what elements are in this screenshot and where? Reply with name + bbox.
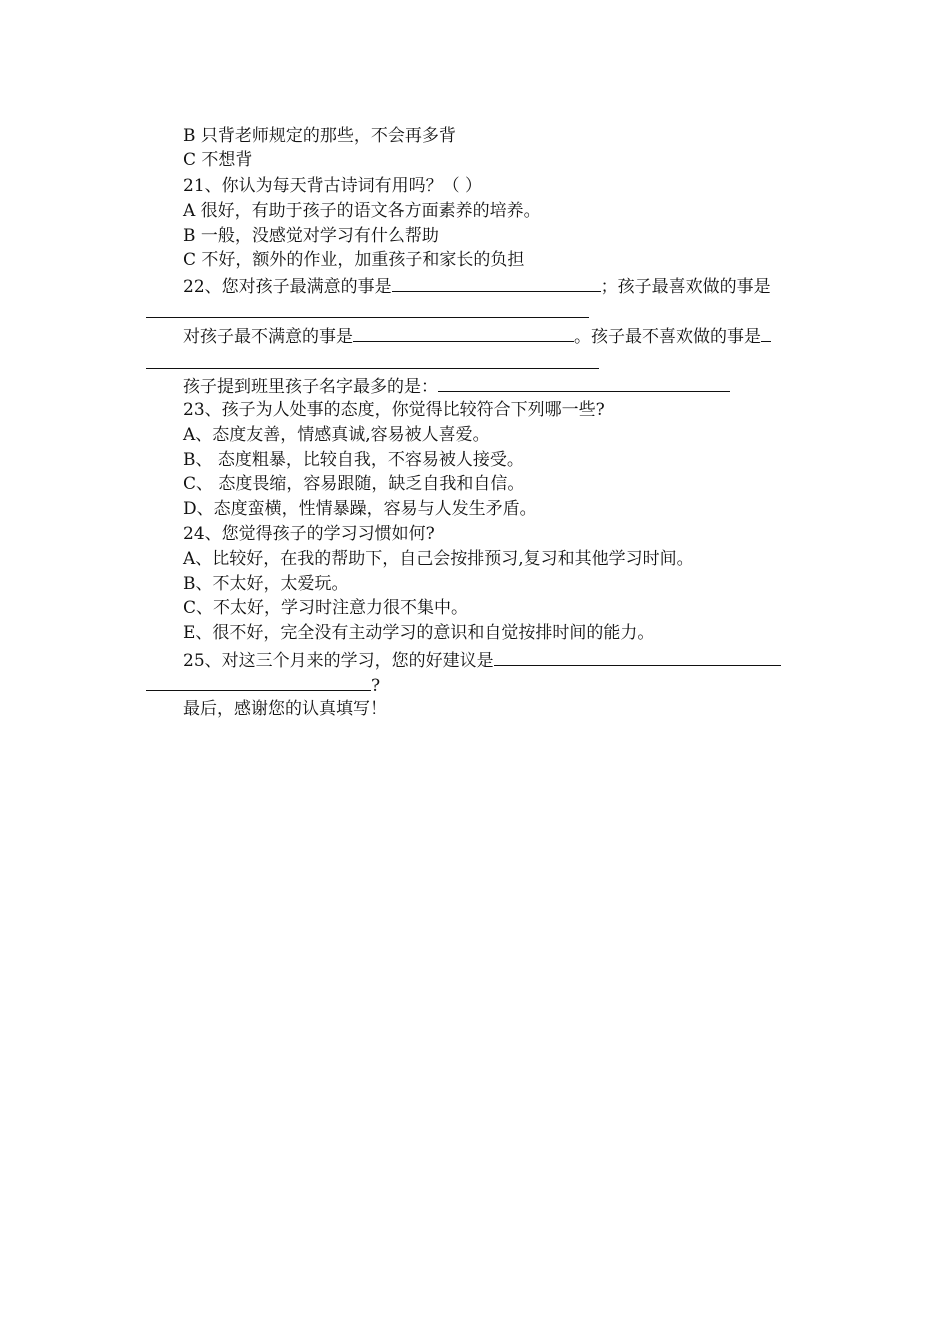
q23-question: 23、孩子为人处事的态度，你觉得比较符合下列哪一些?: [183, 400, 605, 420]
q23-option-c: C、 态度畏缩，容易跟随，缺乏自我和自信。: [183, 474, 525, 494]
q25-line-1: [183, 647, 781, 673]
q24-option-c: C、不太好，学习时注意力很不集中。: [183, 598, 469, 618]
q25-suggestion-blank[interactable]: [494, 647, 781, 666]
q21-option-a: A 很好，有助于孩子的语文各方面素养的培养。: [183, 201, 541, 221]
q21-question: 21、你认为每天背古诗词有用吗？（ ）: [183, 176, 483, 196]
q22-unsatisfied-blank[interactable]: [353, 323, 574, 342]
q25-question-mark: ?: [371, 676, 381, 696]
q22-satisfied-blank[interactable]: [392, 273, 601, 292]
q22-likes-label: ；孩子最喜欢做的事是: [600, 277, 771, 297]
q20-option-b: B 只背老师规定的那些，不会再多背: [183, 126, 456, 146]
q22-line-2: [183, 323, 771, 349]
q23-option-d: D、态度蛮横，性情暴躁，容易与人发生矛盾。: [183, 499, 537, 519]
closing-thanks: 最后，感谢您的认真填写！: [183, 699, 387, 719]
q22-names-blank[interactable]: [438, 373, 730, 392]
q24-option-a: A、比较好，在我的帮助下，自己会按排预习,复习和其他学习时间。: [183, 549, 694, 569]
q22-dislikes-blank[interactable]: [146, 368, 599, 369]
q23-option-b: B、 态度粗暴，比较自我，不容易被人接受。: [183, 450, 524, 470]
q24-question: 24、您觉得孩子的学习习惯如何?: [183, 524, 435, 544]
q24-option-e: E、很不好，完全没有主动学习的意识和自觉按排时间的能力。: [183, 623, 655, 643]
q24-option-b: B、不太好，太爱玩。: [183, 574, 349, 594]
q22-line-1: [183, 273, 771, 299]
q22-dislikes-blank-start[interactable]: [761, 323, 771, 342]
q22-unsatisfied-label: 对孩子最不满意的事是: [183, 327, 353, 347]
q25-suggestion-blank-continued[interactable]: [146, 672, 371, 691]
q22-satisfied-label: 22、您对孩子最满意的事是: [183, 277, 392, 297]
q25-line-2: [146, 672, 380, 698]
q23-option-a: A、态度友善，情感真诚,容易被人喜爱。: [183, 425, 490, 445]
q21-option-c: C 不好，额外的作业，加重孩子和家长的负担: [183, 250, 525, 270]
q22-likes-blank[interactable]: [146, 317, 589, 318]
q22-line-3: [183, 373, 730, 399]
q21-option-b: B 一般，没感觉对学习有什么帮助: [183, 226, 439, 246]
q22-names-label: 孩子提到班里孩子名字最多的是：: [183, 377, 438, 397]
q20-option-c: C 不想背: [183, 150, 253, 170]
q22-dislikes-label: 。孩子最不喜欢做的事是: [574, 327, 761, 347]
q25-suggestion-label: 25、对这三个月来的学习，您的好建议是: [183, 651, 494, 671]
